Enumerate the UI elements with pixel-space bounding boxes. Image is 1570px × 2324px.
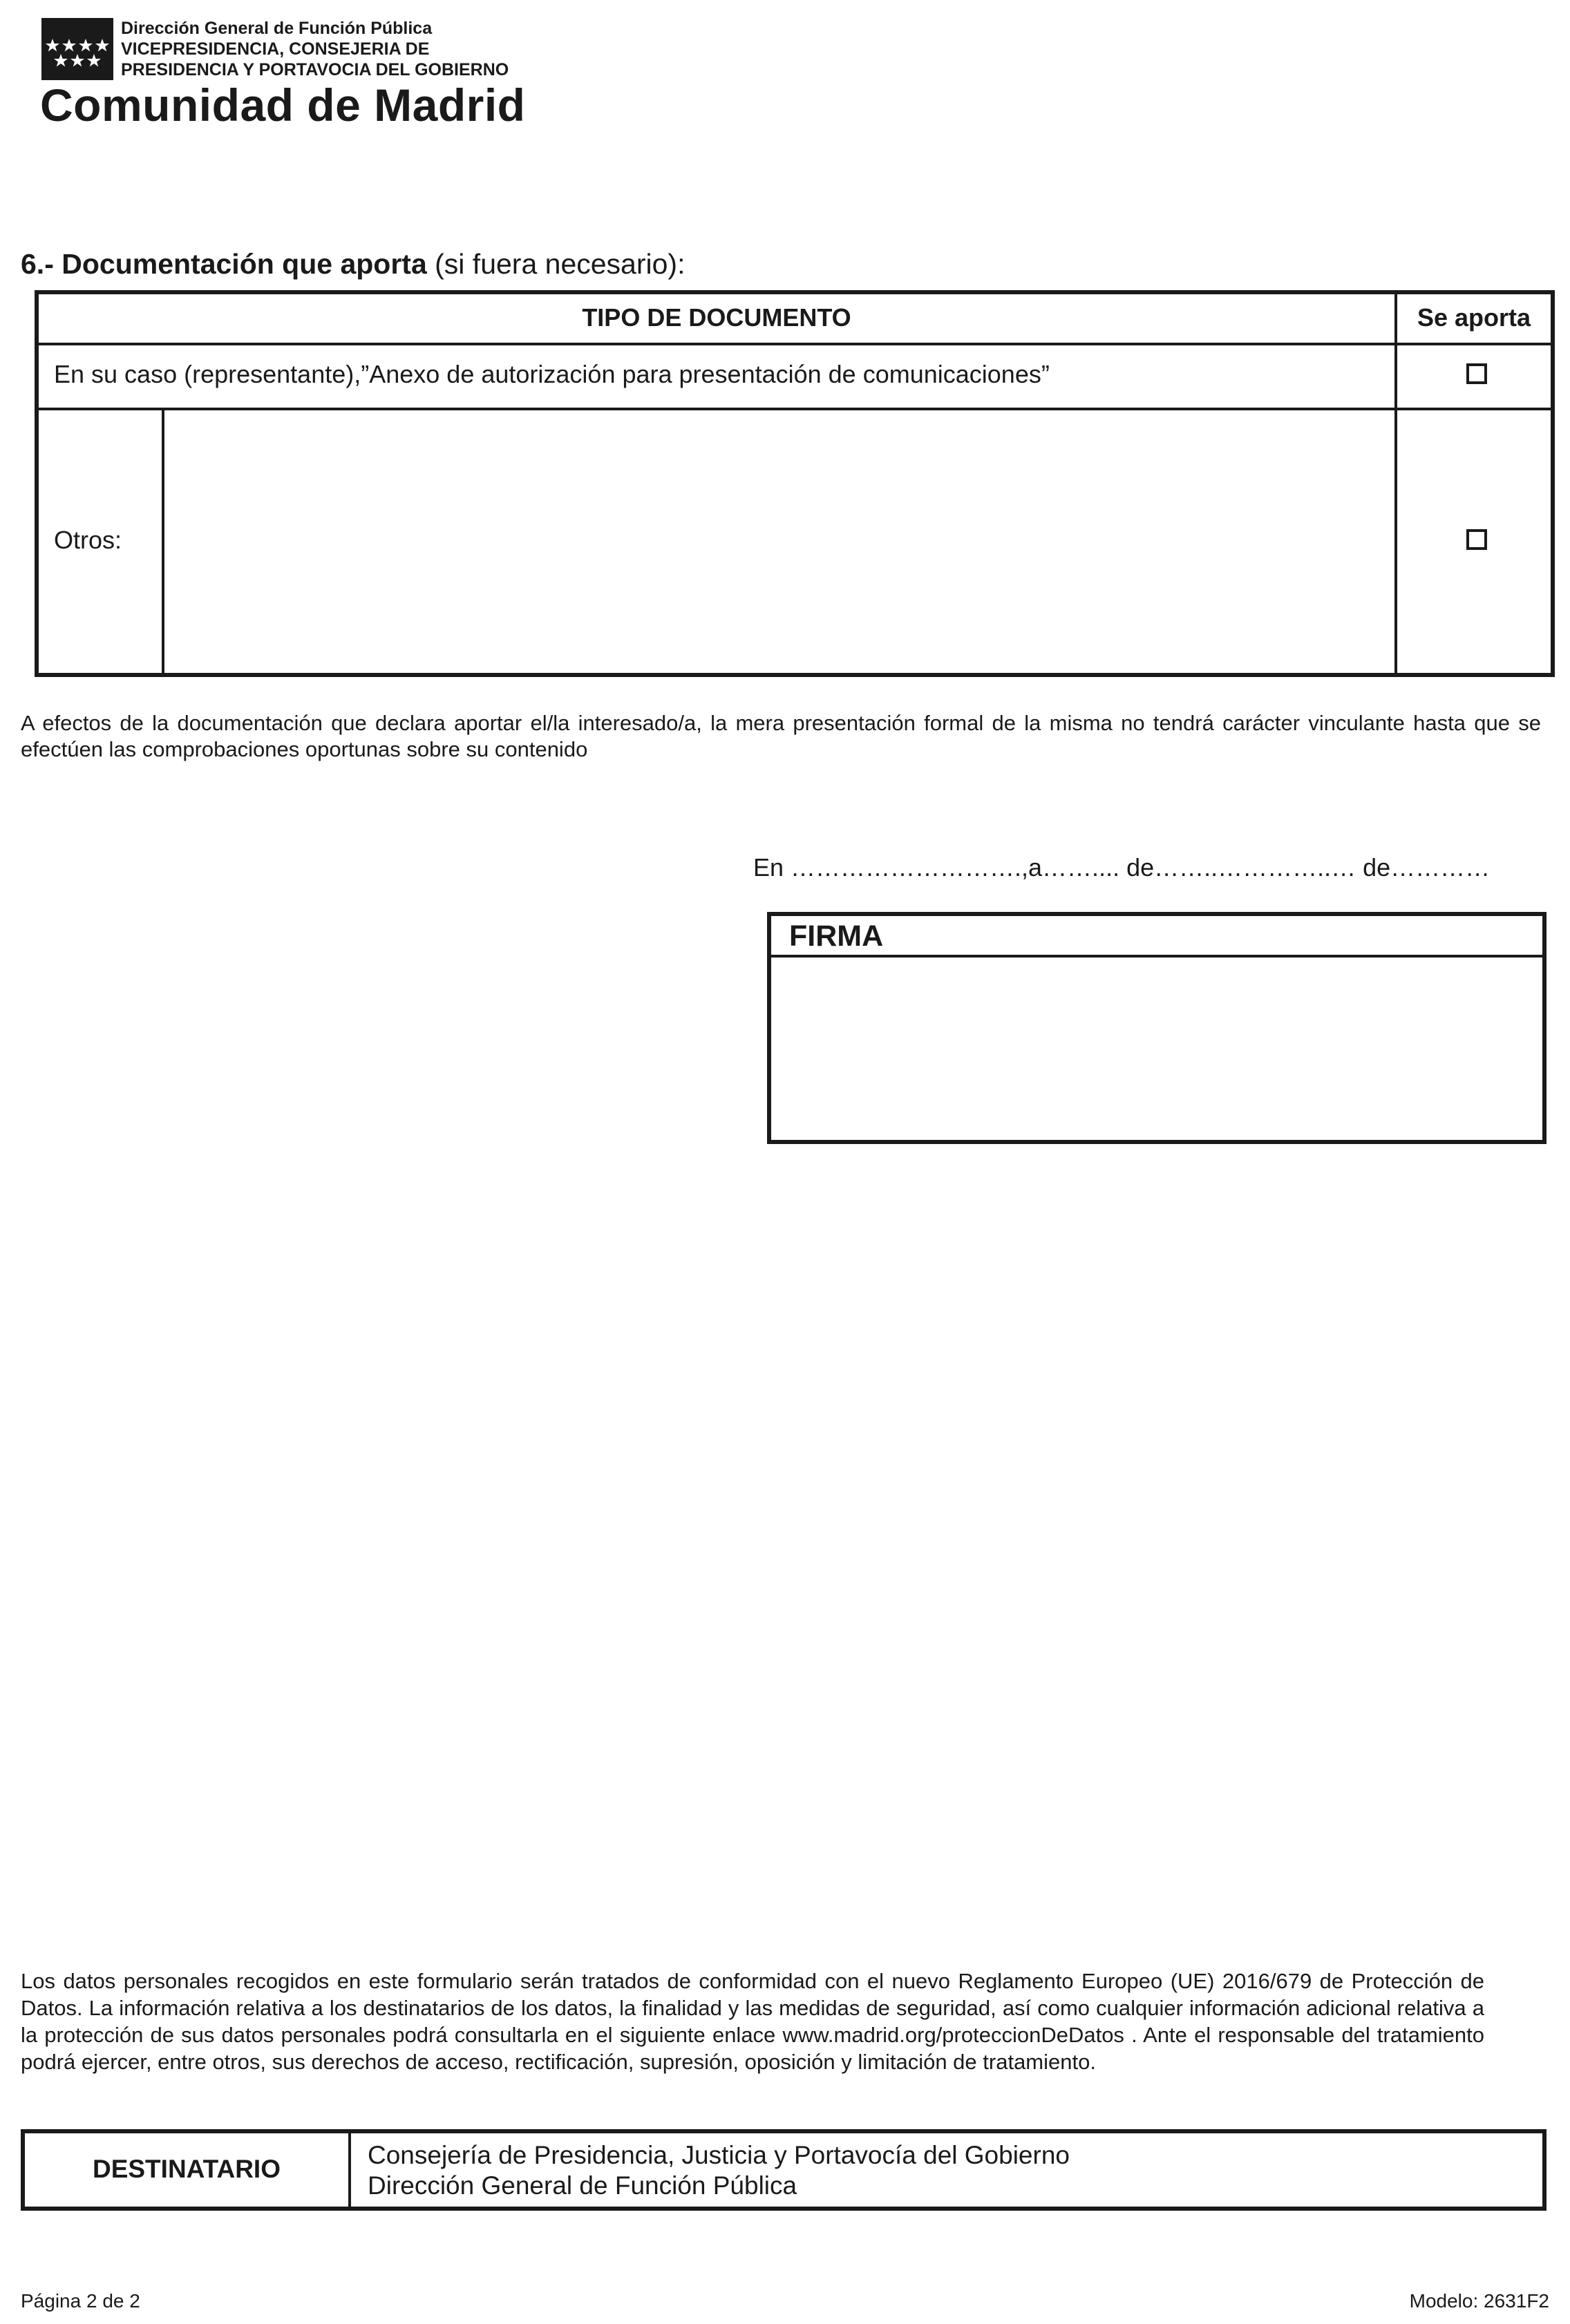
model-number: Modelo: 2631F2 bbox=[1409, 2290, 1549, 2312]
signature-box[interactable] bbox=[767, 912, 1547, 1144]
documentation-note: A efectos de la documentación que declara aportar el/la interesado/a, la mera presentación formal de la misma no tendrá carácter vinculante hasta que se efectúen las comprobaciones oportunas sobre su contenido bbox=[21, 711, 1541, 761]
otros-divider bbox=[162, 408, 164, 673]
date-place-line[interactable]: En ……………………….,a…….... de……..…………..… de………… bbox=[753, 853, 1491, 882]
section-title-bold: 6.- Documentación que aporta bbox=[21, 248, 427, 280]
table-column-divider bbox=[1394, 294, 1397, 673]
org-line-1: Dirección General de Función Pública bbox=[121, 19, 433, 38]
org-line-2: VICEPRESIDENCIA, CONSEJERIA DE bbox=[121, 39, 430, 59]
authorization-annex-checkbox[interactable] bbox=[1466, 363, 1487, 384]
section-title-rest: (si fuera necesario): bbox=[426, 248, 685, 280]
recipient-lines bbox=[368, 2140, 1070, 2201]
stars-emblem-icon bbox=[41, 18, 113, 80]
madrid-logo bbox=[41, 18, 113, 80]
recipient-box bbox=[21, 2129, 1547, 2211]
column-header-document-type: TIPO DE DOCUMENTO bbox=[582, 303, 851, 332]
recipient-divider bbox=[348, 2133, 351, 2207]
brand-title: Comunidad de Madrid bbox=[40, 79, 526, 131]
recipient-line-1: Consejería de Presidencia, Justicia y Portavocía del Gobierno bbox=[368, 2141, 1070, 2169]
row-authorization-annex-label: En su caso (representante),”Anexo de autorización para presentación de comunicaciones” bbox=[54, 360, 1050, 388]
table-rule bbox=[39, 343, 1551, 345]
org-line-3: PRESIDENCIA Y PORTAVOCIA DEL GOBIERNO bbox=[121, 60, 509, 79]
recipient-label: DESTINATARIO bbox=[92, 2155, 281, 2183]
document-table bbox=[35, 290, 1555, 677]
signature-header bbox=[771, 916, 1542, 958]
recipient-line-2: Dirección General de Función Pública bbox=[368, 2171, 797, 2200]
table-rule bbox=[39, 408, 1551, 410]
column-header-provided: Se aporta bbox=[1417, 303, 1531, 332]
page-number: Página 2 de 2 bbox=[21, 2290, 140, 2312]
row-otros-label: Otros: bbox=[54, 526, 122, 554]
privacy-notice: Los datos personales recogidos en este formulario serán tratados de conformidad con el nuevo Reglamento Europeo (UE) 2016/679 de Protección de Datos. La información relativa a los destinatarios de los datos, la finalidad y las medidas de seguridad, así como cualquier información adicional relativa a la protección de sus datos personales podrá consultarla en el siguiente enlace www.madrid.org/proteccionDeDatos . Ante el responsable del tratamiento podrá ejercer, entre otros, sus derechos de acceso, rectificación, supresión, oposición y limitación de tratamiento. bbox=[21, 1969, 1484, 2074]
otros-checkbox[interactable] bbox=[1466, 529, 1487, 550]
organization-lines bbox=[121, 18, 509, 80]
otros-text-field[interactable] bbox=[177, 419, 1379, 667]
signature-label: FIRMA bbox=[789, 920, 884, 953]
section-title bbox=[21, 246, 685, 282]
